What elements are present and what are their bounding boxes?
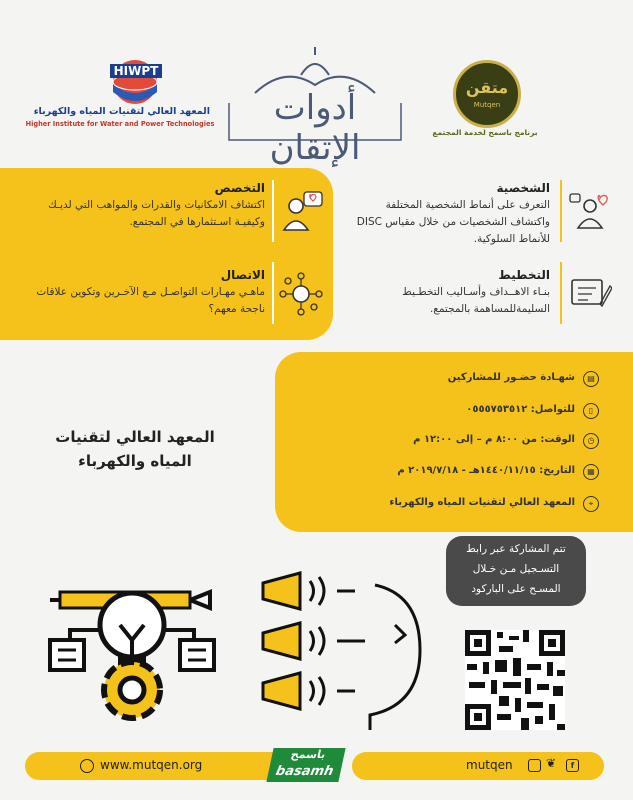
specialization-icon xyxy=(280,190,324,234)
basamh-logo-ar: باسمح xyxy=(289,748,327,761)
planning-icon xyxy=(568,276,612,312)
planning-text: بنـاء الاهــداف وأسـاليب التخطـيط السليمةللمساهمة بالمجتمع. xyxy=(402,286,550,315)
clock-icon: ◷ xyxy=(583,433,599,449)
megaphones-head-icon xyxy=(255,565,425,730)
venue-title-line1: المعهد العالي لتقنيات xyxy=(55,428,215,446)
social-handle[interactable]: mutqen xyxy=(466,758,513,772)
globe-small-icon xyxy=(80,759,94,773)
location-pin-icon: ⌖ xyxy=(583,496,599,512)
mutqen-logo-sub: Mutqen xyxy=(473,101,501,109)
communication-icon xyxy=(278,272,324,316)
date-text: التاريخ: ١٤٤٠/١١/١٥هـ - ٢٠١٩/٧/١٨ م xyxy=(397,465,575,476)
communication-text: ماهـي مهـارات التواصـل مـع الآخـرين وتكوين علاقات ناجحة معهم؟ xyxy=(36,286,265,315)
calendar-icon: ▦ xyxy=(583,464,599,480)
program-caption: برنامج باسمح لخدمة المجتمع xyxy=(432,128,538,137)
personality-icon-frame xyxy=(560,180,614,242)
hiwpt-wordmark: HIWPT xyxy=(110,64,162,78)
certificate-text: شهـادة حضـور للمشاركين xyxy=(447,372,575,383)
main-title: أدوات الإتقان xyxy=(269,88,361,168)
institute-name-ar: المعهد العالي لتقنيات المياه والكهرباء xyxy=(33,106,210,117)
globe-icon xyxy=(105,52,165,107)
specialization-text: اكتشاف الامكانيات والقدرات والمواهب التي لديـك وكيفيـة اسـتثمارها في المجتمع. xyxy=(48,199,265,228)
venue-title-line2: المياه والكهرباء xyxy=(78,452,192,470)
qr-code[interactable] xyxy=(465,630,565,730)
mutqen-logo xyxy=(453,60,521,128)
location-text: المعهد العالي لتقنيات المياه والكهرباء xyxy=(389,497,575,508)
communication-icon-frame xyxy=(272,262,326,324)
planning-title: التخطيط xyxy=(498,268,550,282)
time-text: الوقت: من ٨:٠٠ م – إلى ١٢:٠٠ م xyxy=(413,434,575,445)
twitter-icon[interactable]: ❦ xyxy=(546,756,557,770)
institute-name-en: Higher Institute for Water and Power Technologies xyxy=(25,120,215,128)
basamh-logo-en: basamh xyxy=(274,764,335,779)
registration-note-line1: تتم المشاركة عبر رابط xyxy=(466,543,566,555)
instagram-icon[interactable] xyxy=(528,759,541,772)
communication-title: الاتصال xyxy=(220,268,265,282)
registration-note-line2: التسـجيل مـن خـلال xyxy=(472,563,560,575)
specialization-title: التخصص xyxy=(214,181,265,195)
basamh-logo xyxy=(266,748,345,782)
contact-text: للتواصل: ٠٥٥٥٧٥٣٥١٢ xyxy=(466,404,575,415)
personality-title: الشخصية xyxy=(496,181,550,195)
personality-text: التعرف على أنماط الشخصية المختلفة واكتشاف الشخصيات من خلال مقياس DISC للأنماط السلوكية. xyxy=(356,199,550,245)
certificate-icon: ▤ xyxy=(583,371,599,387)
phone-icon: ▯ xyxy=(583,403,599,419)
specialization-icon-frame xyxy=(272,180,326,242)
mutqen-logo-text: متقن xyxy=(465,78,509,97)
facebook-icon[interactable]: f xyxy=(566,759,579,772)
website-link[interactable]: www.mutqen.org xyxy=(100,758,203,772)
lightbulb-gear-icon xyxy=(40,570,230,730)
planning-icon-frame xyxy=(560,262,614,324)
personality-icon xyxy=(568,192,612,232)
registration-note-line3: المسـح على الباركود xyxy=(471,583,561,595)
registration-note-box xyxy=(446,536,586,606)
